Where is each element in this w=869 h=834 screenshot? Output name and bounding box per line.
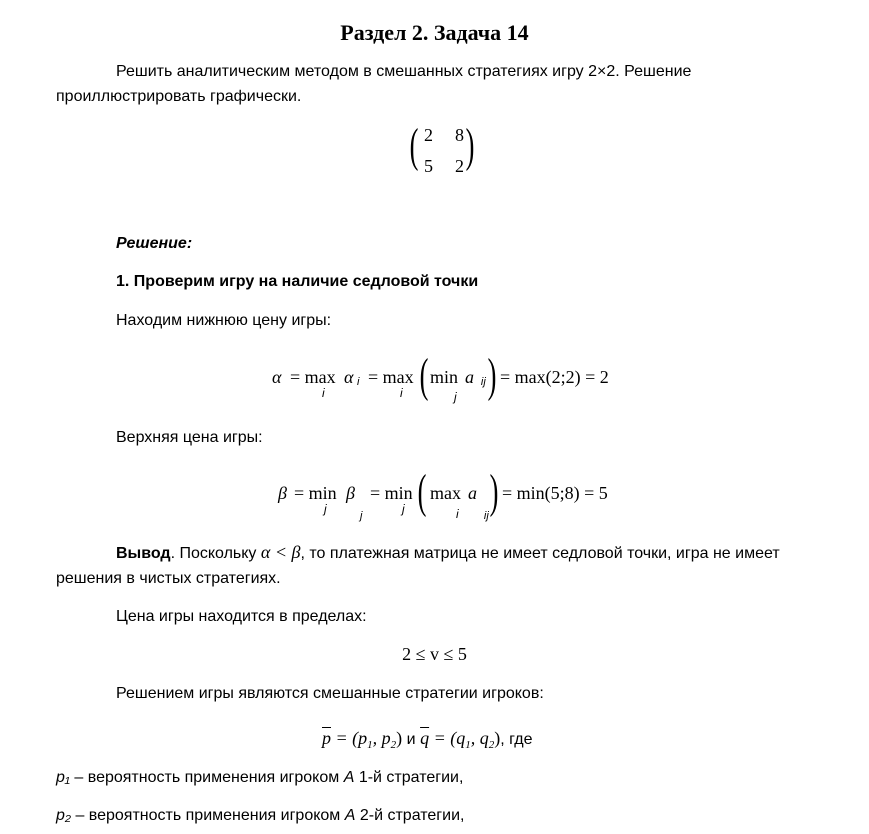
beta-eq-min-2: = min: [370, 483, 413, 503]
conclusion-text-1: . Поскольку: [170, 545, 257, 562]
conclusion-text-2: , то платежная матрица не имеет седловой точки, игра не имеет: [300, 545, 780, 562]
step1-heading: 1. Проверим игру на наличие седловой точки: [116, 273, 479, 290]
beta-max: max: [430, 483, 461, 503]
matrix-left-paren: (: [409, 119, 419, 172]
range-formula: 2 ≤ v ≤ 5: [402, 644, 467, 664]
range-label: Цена игры находится в пределах:: [116, 608, 367, 625]
matrix-cell-r2c2: 2: [455, 156, 464, 176]
beta-result: = min(5;8) = 5: [502, 483, 608, 503]
q-vector-eq: = (q: [433, 728, 466, 748]
beta-under-j-2: j: [402, 502, 405, 516]
matrix-cell-r2c1: 5: [424, 156, 433, 176]
beta-sub-ij: ij: [483, 510, 489, 522]
p-comma: , p: [372, 728, 391, 748]
beta-symbol: β: [278, 483, 287, 503]
alpha-under-i-2: i: [400, 386, 403, 400]
conclusion-bold: Вывод: [116, 545, 171, 562]
alpha-eq-max: = max: [290, 367, 336, 387]
alpha-i-symbol: α: [344, 367, 354, 387]
p1-player: A: [343, 769, 355, 786]
p1-text: – вероятность применения игроком: [69, 769, 344, 786]
p-vector-eq: = (p: [335, 728, 368, 748]
matrix-cell-r1c1: 2: [424, 125, 433, 145]
and-word: и: [406, 731, 416, 748]
beta-right-paren: ): [489, 465, 499, 518]
p1-symbol: p₁: [56, 769, 70, 786]
solution-heading: Решение:: [116, 235, 193, 252]
q-comma: , q: [470, 728, 489, 748]
conclusion-condition: α < β: [260, 542, 301, 562]
q-sub-1: 1: [465, 739, 471, 751]
p-vector: $\overline{p}$: [322, 728, 331, 748]
beta-a: a: [468, 483, 477, 503]
beta-eq-min: = min: [294, 483, 337, 503]
alpha-under-i: i: [322, 386, 325, 400]
alpha-sub-ij: ij: [480, 376, 486, 388]
p-sub-1: 1: [367, 739, 373, 751]
alpha-right-paren: ): [487, 349, 497, 402]
matrix-cell-r1c2: 8: [455, 125, 464, 145]
alpha-a: a: [465, 367, 474, 387]
alpha-under-j: j: [454, 390, 457, 404]
p2-text: – вероятность применения игроком: [71, 807, 345, 824]
beta-left-paren: (: [417, 465, 427, 518]
page-title: Раздел 2. Задача 14: [340, 20, 529, 45]
lower-price-label: Находим нижнюю цену игры:: [116, 312, 332, 329]
p1-rest: 1-й стратегии,: [354, 769, 464, 786]
beta-sub-j: j: [360, 510, 363, 522]
alpha-result: = max(2;2) = 2: [500, 367, 609, 387]
beta-under-i: i: [456, 507, 459, 521]
mixed-strategy-formula: [322, 727, 532, 752]
mixed-strategies-label: Решением игры являются смешанные стратегии игроков:: [116, 685, 544, 702]
p2-definition: [56, 806, 464, 826]
conclusion-line-2: решения в чистых стратегиях.: [56, 570, 281, 587]
where-word: , где: [500, 731, 533, 748]
p2-player: A: [344, 807, 356, 824]
p2-rest: 2-й стратегии,: [355, 807, 465, 824]
p1-definition: [56, 768, 463, 788]
intro-line-1: Решить аналитическим методом в смешанных стратегиях игру 2×2. Решение: [116, 63, 692, 80]
beta-j-symbol: β: [346, 483, 355, 503]
p-sub-2: 2: [390, 739, 397, 751]
alpha-min: min: [430, 367, 459, 387]
upper-price-label: Верхняя цена игры:: [116, 429, 263, 446]
p-close: ): [396, 728, 403, 748]
alpha-eq-max-2: = max: [368, 367, 414, 387]
alpha-symbol: α: [272, 367, 282, 387]
q-close: ): [494, 728, 501, 748]
q-sub-2: 2: [488, 739, 495, 751]
beta-under-j: j: [324, 502, 327, 516]
intro-line-2: проиллюстрировать графически.: [56, 88, 302, 105]
conclusion-line-1: [116, 541, 780, 564]
p2-symbol: p₂: [56, 807, 71, 824]
q-vector: $\overline{q}$: [420, 728, 430, 748]
alpha-sub-i: i: [357, 376, 360, 388]
alpha-left-paren: (: [419, 349, 429, 402]
matrix-right-paren: ): [465, 119, 475, 172]
